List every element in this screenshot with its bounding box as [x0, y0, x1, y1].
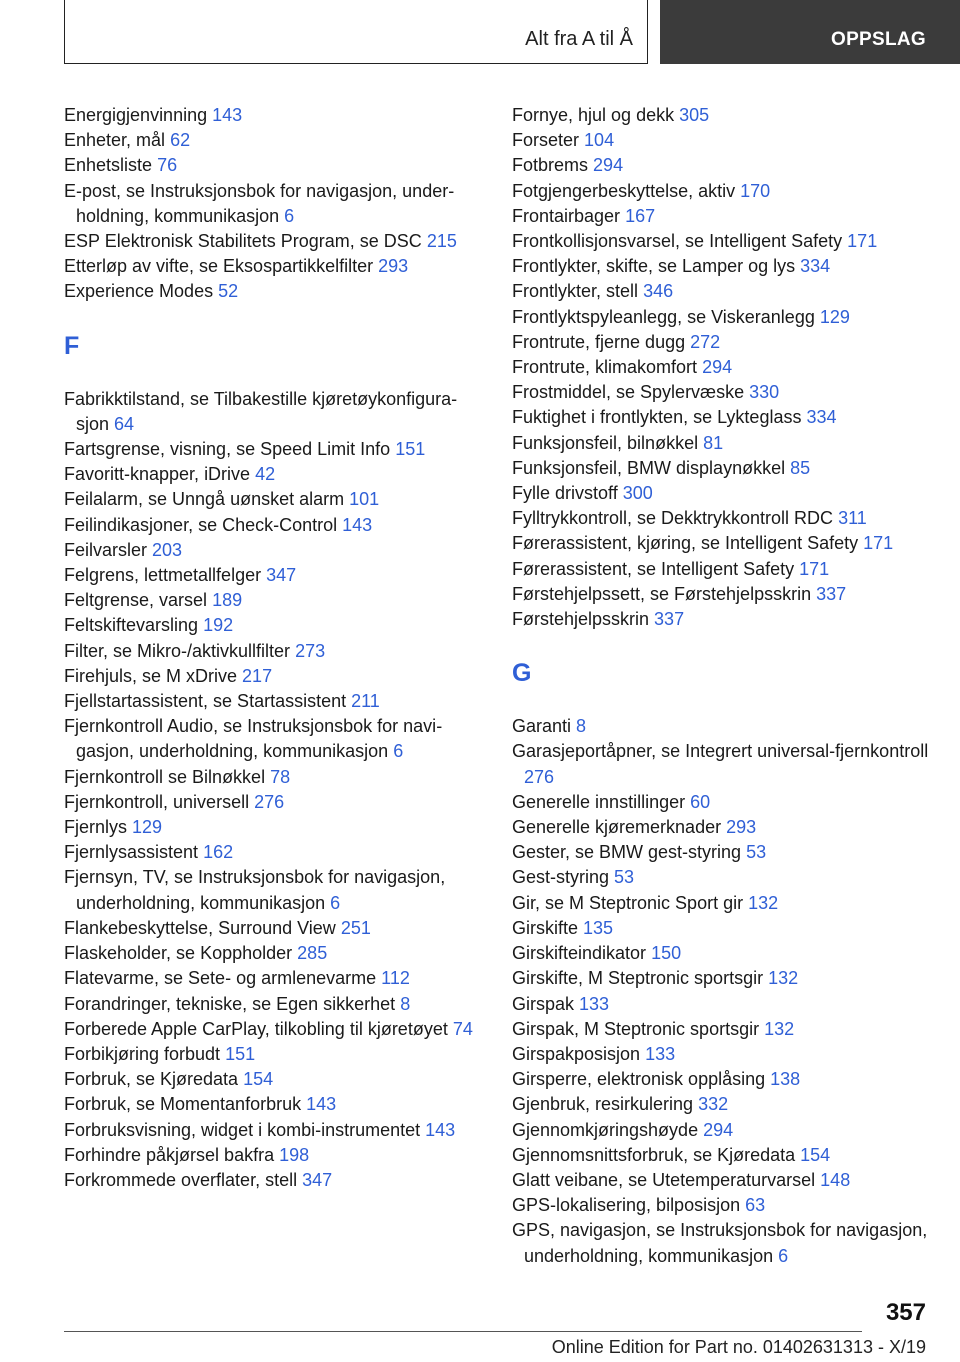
- index-entry-text: Frontrute, fjerne dugg: [512, 331, 686, 352]
- index-entry: [64, 103, 484, 128]
- page-reference-link[interactable]: 132: [748, 892, 779, 913]
- index-entry-text: Experience Modes: [64, 281, 214, 302]
- page-reference-link[interactable]: 150: [651, 943, 682, 964]
- index-column-left: [64, 103, 484, 1193]
- index-entry: [512, 739, 932, 789]
- index-entry-text: Feilvarsler: [64, 539, 148, 560]
- index-entry-text: Girsperre, elektronisk opplåsing: [512, 1069, 766, 1090]
- page-reference-link[interactable]: 171: [847, 231, 878, 252]
- page-reference-link[interactable]: 6: [778, 1245, 789, 1266]
- index-entry: [64, 229, 484, 254]
- index-entry: [512, 1067, 932, 1092]
- index-entry: [512, 557, 932, 582]
- index-entry-text: Fabrikktilstand, se Tilbakestille kjøretøykonfigurasjon: [64, 388, 458, 434]
- page-reference-link[interactable]: 192: [203, 615, 234, 636]
- page-reference-link[interactable]: 81: [703, 432, 724, 453]
- index-entry-text: Feltskiftevarsling: [64, 615, 199, 636]
- index-entry-text: Glatt veibane, se Utetemperaturvarsel: [512, 1169, 816, 1190]
- footer-divider: [64, 1331, 862, 1332]
- index-entry: [64, 462, 484, 487]
- page-reference-link[interactable]: 64: [114, 413, 135, 434]
- index-entry: [64, 916, 484, 941]
- index-entry: [512, 992, 932, 1017]
- index-entry: [64, 714, 484, 764]
- index-entry: [512, 153, 932, 178]
- index-entry: [64, 437, 484, 462]
- index-entry: [64, 840, 484, 865]
- index-entry: [512, 405, 932, 430]
- page-reference-link[interactable]: 311: [838, 508, 867, 529]
- section-tab: [660, 0, 960, 64]
- index-entry: [64, 563, 484, 588]
- index-entry: [64, 487, 484, 512]
- page-reference-link[interactable]: 334: [800, 256, 831, 277]
- index-entry: [512, 790, 932, 815]
- index-entry: [64, 1092, 484, 1117]
- index-entry: [64, 664, 484, 689]
- index-entry-text: Enhetsliste: [64, 155, 153, 176]
- index-entry: [64, 1118, 484, 1143]
- index-entry: [512, 916, 932, 941]
- index-entry-text: Fuktighet i frontlykten, se Lykteglass: [512, 407, 802, 428]
- page-reference-link[interactable]: 63: [745, 1195, 766, 1216]
- page-reference-link[interactable]: 347: [266, 565, 297, 586]
- page-reference-link[interactable]: 148: [820, 1169, 851, 1190]
- index-entry-text: Frontlykter, stell: [512, 281, 639, 302]
- index-entry: [512, 941, 932, 966]
- page-reference-link[interactable]: 167: [625, 205, 656, 226]
- index-entry-text: Fotbrems: [512, 155, 589, 176]
- index-entry: [512, 714, 932, 739]
- page-reference-link[interactable]: 215: [426, 231, 457, 252]
- index-entry: [64, 815, 484, 840]
- index-entry: [512, 279, 932, 304]
- index-entry: [64, 513, 484, 538]
- index-entry: [64, 639, 484, 664]
- page-reference-link[interactable]: 170: [740, 180, 771, 201]
- index-entry: [64, 765, 484, 790]
- index-entry-text: Gjennomkjøringshøyde: [512, 1119, 699, 1140]
- page-reference-link[interactable]: 217: [242, 665, 273, 686]
- index-entry: [512, 607, 932, 632]
- index-entry: [64, 387, 484, 437]
- index-entry-text: Frontlykter, skifte, se Lamper og lys: [512, 256, 796, 277]
- index-entry-text: Førstehjelpsskrin: [512, 609, 650, 630]
- page-reference-link[interactable]: 112: [381, 968, 410, 989]
- page-reference-link[interactable]: 171: [863, 533, 894, 554]
- index-entry: [512, 891, 932, 916]
- index-entry: [64, 689, 484, 714]
- page-reference-link[interactable]: 85: [790, 457, 811, 478]
- index-entry-text: Flaskeholder, se Koppholder: [64, 943, 293, 964]
- index-entry-text: Frontkollisjonsvarsel, se Intelligent Safety: [512, 231, 843, 252]
- page-reference-link[interactable]: 285: [297, 943, 328, 964]
- page-reference-link[interactable]: 334: [806, 407, 837, 428]
- index-entry-text: GPS, navigasjon, se Instruksjonsbok for navigasjon, underholdning, kommunikasjon: [512, 1220, 928, 1266]
- index-entry-text: Forberede Apple CarPlay, tilkobling til kjøretøyet: [64, 1018, 448, 1039]
- page-reference-link[interactable]: 151: [225, 1043, 256, 1064]
- page-reference-link[interactable]: 211: [351, 691, 380, 712]
- index-entry: [64, 790, 484, 815]
- page-reference-link[interactable]: 60: [690, 791, 711, 812]
- index-entry: [512, 179, 932, 204]
- index-entry-text: Girspak, M Steptronic sportsgir: [512, 1018, 760, 1039]
- index-entry-text: ESP Elektronisk Stabilitets Program, se DSC: [64, 231, 422, 252]
- index-entry: [64, 1168, 484, 1193]
- index-entry: [64, 1042, 484, 1067]
- index-entry-text: Fjernlys: [64, 817, 128, 838]
- page-reference-link[interactable]: 8: [400, 993, 411, 1014]
- page-reference-link[interactable]: 8: [576, 716, 587, 737]
- page-reference-link[interactable]: 76: [157, 155, 178, 176]
- page-reference-link[interactable]: 52: [218, 281, 239, 302]
- index-entry-text: Fjernkontroll, universell: [64, 791, 250, 812]
- page-reference-link[interactable]: 62: [170, 130, 191, 151]
- index-entry-text: Fartsgrense, visning, se Speed Limit Info: [64, 439, 391, 460]
- index-entry-text: Fylle drivstoff: [512, 483, 618, 504]
- index-entry-text: Forhindre påkjørsel bakfra: [64, 1144, 275, 1165]
- page-reference-link[interactable]: 346: [643, 281, 674, 302]
- index-entry: [512, 380, 932, 405]
- index-entry-text: Fornye, hjul og dekk: [512, 105, 675, 125]
- page-reference-link[interactable]: 276: [254, 791, 285, 812]
- page-reference-link[interactable]: 6: [330, 892, 341, 913]
- index-entry-text: GPS-lokalisering, bilposisjon: [512, 1195, 741, 1216]
- index-entry: [512, 254, 932, 279]
- index-entry-text: Førerassistent, se Intelligent Safety: [512, 558, 795, 579]
- index-entry-text: Favoritt-knapper, iDrive: [64, 464, 251, 485]
- index-entry-text: Gest-styring: [512, 867, 610, 888]
- index-entry-text: Girspak: [512, 993, 575, 1014]
- index-entry-text: Firehjuls, se M xDrive: [64, 665, 238, 686]
- index-entry: [64, 279, 484, 304]
- page-reference-link[interactable]: 293: [726, 817, 757, 838]
- index-entry: [512, 531, 932, 556]
- index-entry: [512, 865, 932, 890]
- index-entry: [64, 254, 484, 279]
- page-reference-link[interactable]: 42: [255, 464, 276, 485]
- page-reference-link[interactable]: 129: [819, 306, 850, 327]
- index-entry-text: Gjenbruk, resirkulering: [512, 1094, 694, 1115]
- index-entry-text: Girspakposisjon: [512, 1043, 641, 1064]
- index-entry: [64, 1143, 484, 1168]
- index-entry: [64, 966, 484, 991]
- page-reference-link[interactable]: 294: [703, 1119, 734, 1140]
- index-entry-text: Frontairbager: [512, 205, 621, 226]
- index-entry: [512, 330, 932, 355]
- index-entry-text: Enheter, mål: [64, 130, 166, 151]
- page-reference-link[interactable]: 251: [340, 917, 371, 938]
- index-entry-text: Fylltrykkontroll, se Dekktrykkontroll RDC: [512, 508, 834, 529]
- page-reference-link[interactable]: 203: [152, 539, 183, 560]
- index-entry-text: Forbruk, se Kjøredata: [64, 1069, 239, 1090]
- page-reference-link[interactable]: 305: [679, 105, 710, 125]
- index-entry: [512, 815, 932, 840]
- page-reference-link[interactable]: 133: [645, 1043, 676, 1064]
- page-reference-link[interactable]: 300: [622, 483, 653, 504]
- index-entry-text: Girskifte, M Steptronic sportsgir: [512, 968, 764, 989]
- section-label: OPPSLAG: [830, 29, 926, 50]
- index-entry-text: E-post, se Instruksjonsbok for navigasjon, underholdning, kommunikasjon: [64, 180, 455, 226]
- index-entry-text: Førerassistent, kjøring, se Intelligent Safety: [512, 533, 859, 554]
- index-entry: [512, 229, 932, 254]
- page-reference-link[interactable]: 347: [302, 1169, 333, 1190]
- index-entry-text: Fjellstartassistent, se Startassistent: [64, 691, 347, 712]
- index-entry-text: Energigjenvinning: [64, 105, 208, 125]
- index-entry: [512, 582, 932, 607]
- index-column-right: [512, 103, 932, 1269]
- index-entry: [512, 1193, 932, 1218]
- page-reference-link[interactable]: 143: [212, 105, 243, 125]
- index-entry: [512, 103, 932, 128]
- index-entry: [512, 1017, 932, 1042]
- page-reference-link[interactable]: 104: [584, 130, 615, 151]
- page-reference-link[interactable]: 132: [764, 1018, 795, 1039]
- index-entry: [64, 538, 484, 563]
- index-entry-text: Girskifte: [512, 917, 579, 938]
- index-entry: [512, 1143, 932, 1168]
- footer-edition: Online Edition for Part no. 01402631313 - X/19: [551, 1337, 926, 1357]
- index-entry: [64, 588, 484, 613]
- index-entry-text: Flatevarme, se Sete- og armlenevarme: [64, 968, 377, 989]
- page-reference-link[interactable]: 198: [279, 1144, 310, 1165]
- page-reference-link[interactable]: 53: [614, 867, 635, 888]
- header-title-box: [64, 0, 648, 64]
- page-reference-link[interactable]: 171: [799, 558, 830, 579]
- page-reference-link[interactable]: 294: [593, 155, 624, 176]
- index-entry: [512, 431, 932, 456]
- chapter-title: Alt fra A til Å: [525, 28, 633, 50]
- index-entry: [64, 153, 484, 178]
- index-entry-text: Filter, se Mikro-/aktivkullfilter: [64, 640, 291, 661]
- page-reference-link[interactable]: 189: [212, 590, 243, 611]
- index-entry: [512, 128, 932, 153]
- page-reference-link[interactable]: 293: [378, 256, 409, 277]
- index-entry-text: Garanti: [512, 716, 572, 737]
- index-entry-text: Feilindikasjoner, se Check-Control: [64, 514, 338, 535]
- index-entry: [64, 128, 484, 153]
- page-reference-link[interactable]: 129: [132, 817, 163, 838]
- index-entry: [64, 613, 484, 638]
- index-entry: [512, 481, 932, 506]
- index-entry-text: Forkrommede overflater, stell: [64, 1169, 298, 1190]
- page-reference-link[interactable]: 143: [342, 514, 373, 535]
- page-reference-link[interactable]: 135: [583, 917, 614, 938]
- index-entry-text: Gjennomsnittsforbruk, se Kjøredata: [512, 1144, 796, 1165]
- index-entry: [64, 865, 484, 915]
- index-entry: [512, 1218, 932, 1268]
- index-entry: [512, 1118, 932, 1143]
- index-entry-text: Fjernkontroll se Bilnøkkel: [64, 766, 266, 787]
- index-entry-text: Fotgjengerbeskyttelse, aktiv: [512, 180, 736, 201]
- index-entry: [512, 1092, 932, 1117]
- index-entry: [64, 1067, 484, 1092]
- index-entry-text: Gir, se M Steptronic Sport gir: [512, 892, 744, 913]
- index-entry-text: Frontrute, klimakomfort: [512, 357, 698, 378]
- index-entry-text: Funksjonsfeil, bilnøkkel: [512, 432, 699, 453]
- index-entry: [512, 506, 932, 531]
- index-entry-text: Forbruk, se Momentanforbruk: [64, 1094, 302, 1115]
- index-entry: [64, 179, 484, 229]
- index-entry-text: Forbruksvisning, widget i kombi-instrumentet: [64, 1119, 421, 1140]
- page-reference-link[interactable]: 78: [270, 766, 291, 787]
- index-entry: [512, 966, 932, 991]
- index-entry-text: Girskifteindikator: [512, 943, 647, 964]
- index-entry: [512, 355, 932, 380]
- index-entry-text: Garasjeportåpner, se Integrert universal-fjernkontroll: [512, 741, 929, 762]
- page-reference-link[interactable]: 272: [690, 331, 721, 352]
- page-reference-link[interactable]: 53: [746, 842, 767, 863]
- page-reference-link[interactable]: 132: [768, 968, 799, 989]
- page-reference-link[interactable]: 6: [393, 741, 404, 762]
- page-number: 357: [885, 1299, 926, 1326]
- index-entry-text: Felgrens, lettmetallfelger: [64, 565, 262, 586]
- index-entry-text: Forandringer, tekniske, se Egen sikkerhet: [64, 993, 396, 1014]
- index-entry-text: Forseter: [512, 130, 580, 151]
- page-reference-link[interactable]: 151: [395, 439, 426, 460]
- page-reference-link[interactable]: 337: [654, 609, 685, 630]
- index-entry-text: Feltgrense, varsel: [64, 590, 208, 611]
- page-reference-link[interactable]: 330: [749, 382, 780, 403]
- index-entry-text: Etterløp av vifte, se Eksospartikkelfilter: [64, 256, 374, 277]
- index-entry-text: Forbikjøring forbudt: [64, 1043, 221, 1064]
- page-reference-link[interactable]: 276: [524, 766, 555, 787]
- index-entry: [512, 456, 932, 481]
- page-reference-link[interactable]: 332: [698, 1094, 729, 1115]
- index-entry-text: Generelle kjøremerknader: [512, 817, 722, 838]
- page-reference-link[interactable]: 273: [295, 640, 326, 661]
- index-entry-text: Frontlyktspyleanlegg, se Viskeranlegg: [512, 306, 815, 327]
- index-entry: [512, 840, 932, 865]
- page-reference-link[interactable]: 294: [702, 357, 733, 378]
- index-letter-heading: F: [64, 331, 80, 360]
- index-entry: [64, 941, 484, 966]
- index-letter-heading: G: [512, 659, 532, 688]
- index-entry-text: Generelle innstillinger: [512, 791, 686, 812]
- index-entry: [512, 1168, 932, 1193]
- page-reference-link[interactable]: 143: [306, 1094, 337, 1115]
- index-entry-text: Førstehjelpssett, se Førstehjelpsskrin: [512, 583, 812, 604]
- index-entry-text: Gester, se BMW gest-styring: [512, 842, 742, 863]
- page-reference-link[interactable]: 143: [425, 1119, 456, 1140]
- index-entry-text: Feilalarm, se Unngå uønsket alarm: [64, 489, 345, 510]
- index-entry-text: Fjernsyn, TV, se Instruksjonsbok for navigasjon, underholdning, kommunikasjon: [64, 867, 446, 913]
- page-reference-link[interactable]: 6: [284, 205, 295, 226]
- page-reference-link[interactable]: 138: [770, 1069, 801, 1090]
- page-reference-link[interactable]: 101: [349, 489, 380, 510]
- page-reference-link[interactable]: 74: [452, 1018, 473, 1039]
- page-reference-link[interactable]: 154: [243, 1069, 274, 1090]
- index-entry-text: Funksjonsfeil, BMW displaynøkkel: [512, 457, 786, 478]
- index-entry-text: Fjernlysassistent: [64, 842, 199, 863]
- index-entry-text: Frostmiddel, se Spylervæske: [512, 382, 745, 403]
- index-entry-text: Flankebeskyttelse, Surround View: [64, 917, 336, 938]
- index-entry: [512, 1042, 932, 1067]
- index-entry: [512, 204, 932, 229]
- index-entry: [512, 305, 932, 330]
- index-entry: [64, 1017, 484, 1042]
- page-reference-link[interactable]: 133: [579, 993, 610, 1014]
- index-entry-text: Fjernkontroll Audio, se Instruksjonsbok for navigasjon, underholdning, kommunikasjon: [64, 716, 443, 762]
- index-entry: [64, 992, 484, 1017]
- page-reference-link[interactable]: 154: [800, 1144, 831, 1165]
- page-reference-link[interactable]: 337: [816, 583, 847, 604]
- page-reference-link[interactable]: 162: [203, 842, 234, 863]
